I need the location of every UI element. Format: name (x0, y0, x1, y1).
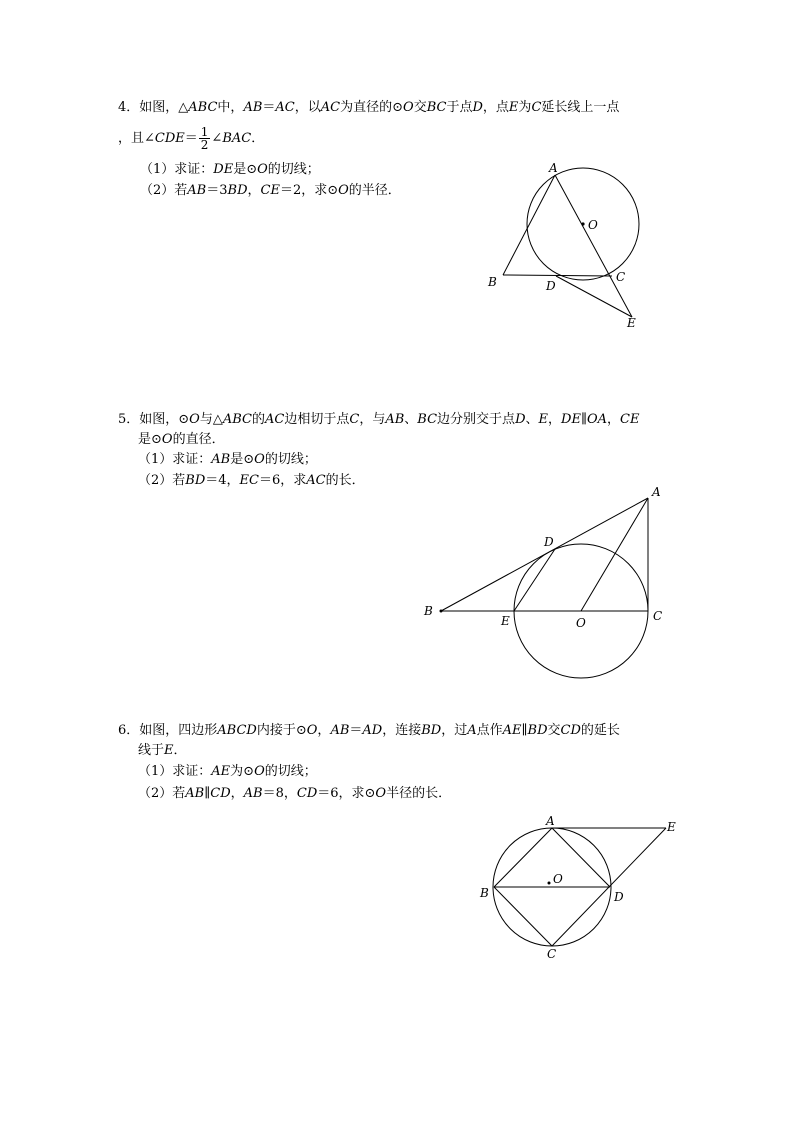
text: ， (230, 786, 244, 801)
label-a: A (549, 161, 558, 175)
text: OA (586, 412, 608, 427)
text: ∥ (204, 786, 211, 801)
text: ＝6，求 (258, 473, 307, 488)
text: 的切线； (264, 764, 317, 779)
text: AD (362, 723, 383, 738)
text: 、 (404, 412, 418, 427)
text: AB (243, 100, 263, 115)
text: 边相切于点 (284, 412, 350, 427)
text: O (375, 786, 387, 801)
text: ＝2，求⊙ (279, 183, 339, 198)
text: ，与 (359, 412, 386, 427)
label-o: O (588, 218, 598, 232)
text: （1）求证： (138, 764, 212, 779)
text: BC (417, 412, 438, 427)
text: AC (320, 100, 341, 115)
label-c: C (616, 270, 626, 284)
text: 边分别交于点 (437, 412, 516, 427)
text: ，过 (441, 723, 468, 738)
text: ABCD (217, 723, 257, 738)
text: ， (247, 183, 261, 198)
text: 是⊙ (138, 432, 162, 447)
text: ∥ (580, 412, 587, 427)
text: 是⊙ (233, 162, 258, 177)
text: ． (251, 131, 265, 146)
text: ， (317, 723, 331, 738)
text: AC (275, 100, 295, 115)
label-e: E (501, 614, 510, 628)
text: D (515, 412, 526, 427)
text: O (161, 432, 173, 447)
text: AE (502, 723, 522, 738)
text: A (467, 723, 477, 738)
label-a: A (652, 485, 661, 499)
text: 是⊙ (230, 452, 255, 467)
text: AB (185, 786, 205, 801)
label-d: D (546, 279, 556, 293)
text: ＝ (349, 723, 363, 738)
text: ，点 (482, 100, 509, 115)
text: ． (173, 743, 187, 758)
text: 于点 (446, 100, 473, 115)
text: AC (306, 473, 326, 488)
label-d: D (614, 890, 624, 904)
text: ＝4， (205, 473, 240, 488)
text: D (472, 100, 483, 115)
text: （1）求证： (138, 452, 212, 467)
label-b: B (424, 604, 433, 618)
text: CE (260, 183, 280, 198)
text: AB (187, 183, 207, 198)
text: ，且∠ (118, 131, 155, 146)
label-o: O (553, 872, 563, 886)
text: AB (243, 786, 263, 801)
label-b: B (488, 275, 497, 289)
text: BD (527, 723, 548, 738)
text: 的延长 (580, 723, 620, 738)
text: CD (560, 723, 581, 738)
text: ABC (222, 412, 252, 427)
label-c: C (653, 609, 663, 623)
label-o: O (576, 616, 586, 630)
segment-ab (494, 828, 552, 887)
text: CE (620, 412, 640, 427)
text: 线于 (138, 743, 165, 758)
text: （2）若 (138, 786, 186, 801)
text: 的切线； (267, 162, 320, 177)
text: E (538, 412, 549, 427)
text: 交 (413, 100, 427, 115)
text: AE (211, 764, 231, 779)
text: AC (265, 412, 285, 427)
text: C (349, 412, 360, 427)
text: 的长． (325, 473, 365, 488)
text: （1）求证： (140, 162, 214, 177)
text: 的直径． (172, 432, 225, 447)
text: 的切线； (264, 452, 317, 467)
fraction-denominator: 2 (200, 138, 209, 152)
text: E (164, 743, 174, 758)
text: 5．如图，⊙ (118, 412, 190, 427)
label-c: C (547, 947, 557, 961)
text: CD (296, 786, 318, 801)
text: ＝6，求⊙ (317, 786, 376, 801)
text: AB (385, 412, 405, 427)
label-d: D (544, 535, 554, 549)
text: O (254, 764, 265, 779)
text: 交 (547, 723, 561, 738)
text: 为⊙ (230, 764, 255, 779)
text: 的半径． (348, 183, 401, 198)
text: ，连接 (382, 723, 422, 738)
text: 内接于⊙ (256, 723, 307, 738)
label-e: E (627, 316, 636, 330)
text: E (508, 100, 519, 115)
text: ， (548, 412, 562, 427)
text: 与△ (199, 412, 223, 427)
text: DE (561, 412, 581, 427)
text: O (257, 162, 268, 177)
text: ＝3 (206, 183, 228, 198)
text: O (306, 723, 318, 738)
text: 4．如图， (118, 100, 179, 115)
text: AB (330, 723, 350, 738)
segment-bc (494, 887, 552, 946)
text: O (403, 100, 414, 115)
text: 中， (217, 100, 244, 115)
text: ∠ (211, 131, 223, 146)
text: ， (607, 412, 621, 427)
label-e: E (667, 820, 676, 834)
text: 6．如图，四边形 (118, 723, 218, 738)
text: ＝8， (262, 786, 297, 801)
text: BD (185, 473, 206, 488)
text: DE (213, 162, 234, 177)
text: 、 (525, 412, 539, 427)
text: △ (178, 100, 189, 115)
text: 的 (251, 412, 265, 427)
text: O (189, 412, 200, 427)
text: CD (210, 786, 231, 801)
text: ABC (188, 100, 218, 115)
text: BC (426, 100, 447, 115)
text: ∥ (521, 723, 528, 738)
text: 为 (518, 100, 532, 115)
text: 点作 (476, 723, 503, 738)
text: O (254, 452, 265, 467)
text: EC (239, 473, 259, 488)
label-b: B (480, 886, 489, 900)
text: AB (211, 452, 231, 467)
fraction-numerator: 1 (200, 125, 209, 139)
text: ＝ (262, 100, 276, 115)
text: 半径的长． (386, 786, 452, 801)
text: O (338, 183, 349, 198)
text: ＝ (184, 131, 198, 146)
label-a: A (546, 814, 555, 828)
text: 为直径的⊙ (340, 100, 404, 115)
text: BD (227, 183, 248, 198)
text: 延长线上一点 (541, 100, 620, 115)
center-dot (548, 882, 551, 885)
text: BD (421, 723, 442, 738)
text: （2）若 (140, 183, 188, 198)
text: CDE (154, 131, 185, 146)
text: BAC (222, 131, 252, 146)
text: （2）若 (138, 473, 186, 488)
text: ，以 (294, 100, 321, 115)
text: C (531, 100, 542, 115)
